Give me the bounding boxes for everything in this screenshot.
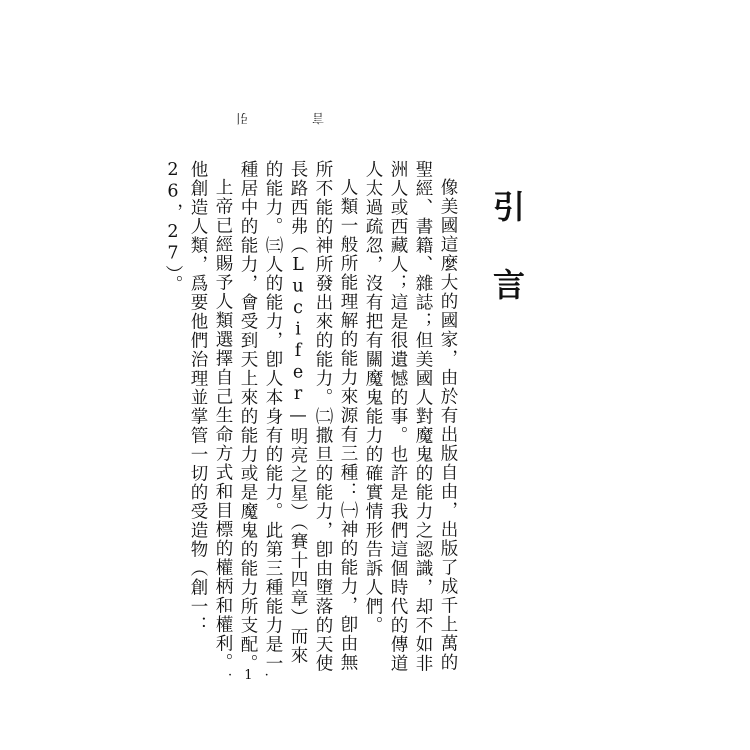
chapter-title: 引言 xyxy=(488,190,526,346)
running-header: 言 引 xyxy=(210,111,325,125)
paragraph-2: 人類一般所能理解的能力來源有三種：㈠神的能力，卽由無所不能的神所發出來的能力。㈡撒旦的能力，卽由墮落的天使長路西弗（Lucifer—明亮之星）（賽十四章）而來的能力。㈢人的能力，卽人本身有的能力。此第三種能力是一種居中的能力，會受到天上來的能力或是魔鬼的能力所支配。 xyxy=(238,160,358,673)
paragraph-3: 上帝已經賜予人類選擇自己生命方式和目標的權柄和權利。他創造人類，爲要他們治理並掌管一切的受造物（創一：26，27）。 xyxy=(163,160,233,672)
paragraph-1: 像美國這麼大的國家，由於有出版自由，出版了成千上萬的聖經、書籍、雜誌；但美國人對魔鬼的能力之認識，却不如非洲人或西藏人；這是很遺憾的事。也許是我們這個時代的傳道人太過疏忽，沒有把有關魔鬼能力的確實情形告訴人們。 xyxy=(363,160,458,673)
body-text xyxy=(160,160,460,680)
page-number: · 1 · xyxy=(228,668,273,683)
